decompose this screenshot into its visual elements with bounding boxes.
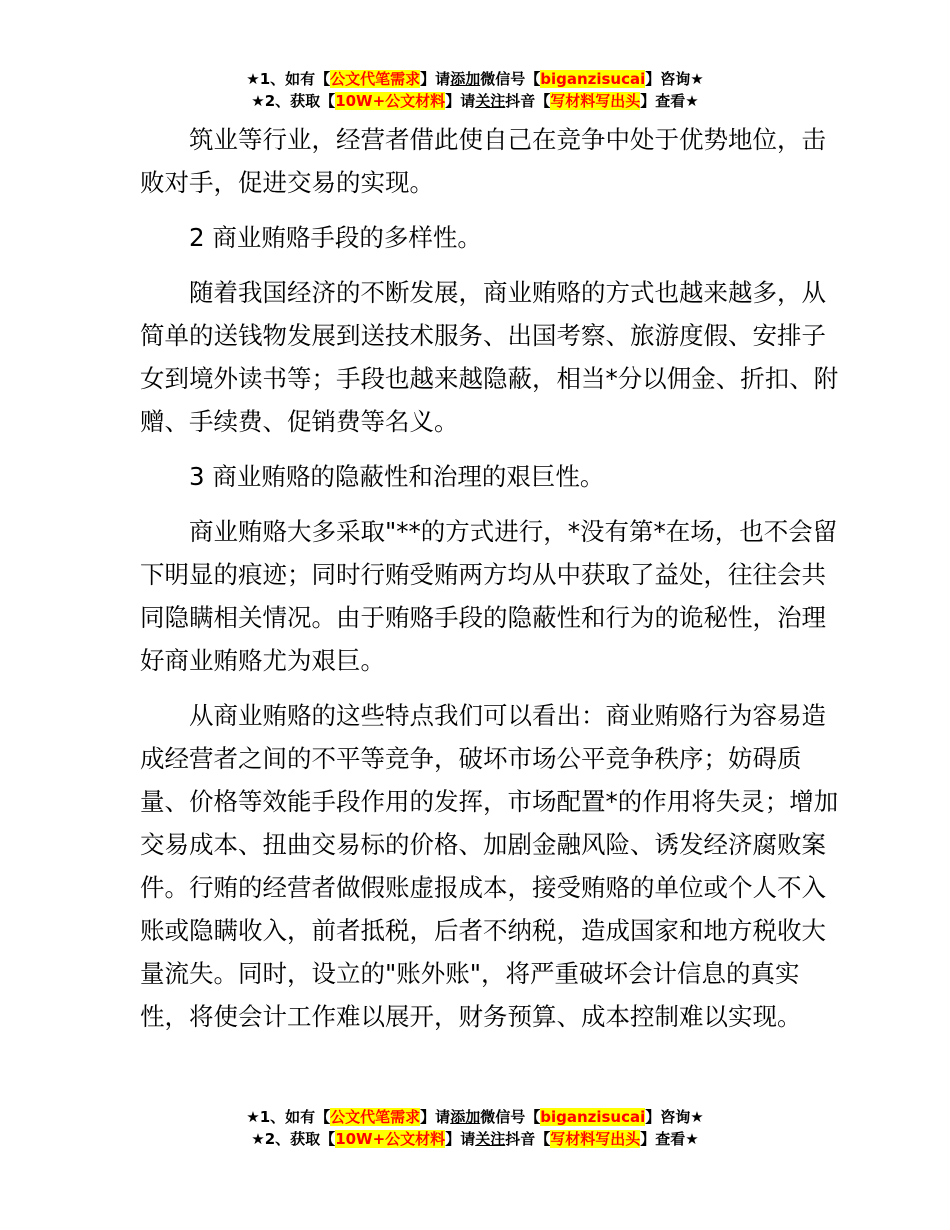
banner-underlined-text: 关注 bbox=[475, 1130, 506, 1148]
banner-highlight-service: 公文代笔需求 bbox=[330, 70, 421, 88]
banner-underlined-text: 添加 bbox=[450, 1108, 481, 1126]
banner-text: ★2、获取【 bbox=[251, 92, 336, 110]
banner-text: 抖音【 bbox=[505, 92, 551, 110]
banner-text: 微信号【 bbox=[480, 1108, 541, 1126]
banner-underlined-text: 关注 bbox=[475, 92, 506, 110]
banner-highlight-materials: 10W+公文材料 bbox=[335, 92, 446, 110]
banner-text: 】请 bbox=[420, 70, 451, 88]
banner-text: 】请 bbox=[445, 92, 476, 110]
banner-underlined-text: 添加 bbox=[450, 70, 481, 88]
paragraph: 商业贿赂大多采取"**的方式进行，*没有第*在场，也不会留下明显的痕迹；同时行贿受贿两方均从中获取了益处，往往会共同隐瞒相关情况。由于贿赂手段的隐蔽性和行为的诡秘性，治理好商业贿赂尤为艰巨。 bbox=[140, 517, 838, 675]
banner-highlight-service: 公文代笔需求 bbox=[330, 1108, 421, 1126]
banner-highlight-wechat-id: biganzisucai bbox=[540, 1108, 646, 1126]
section-heading: 3 商业贿赂的隐蔽性和治理的艰巨性。 bbox=[189, 462, 605, 491]
banner-text: 】查看★ bbox=[640, 1130, 699, 1148]
banner-text: ★2、获取【 bbox=[251, 1130, 336, 1148]
banner-line-2 bbox=[0, 90, 950, 112]
footer-banner bbox=[0, 1106, 950, 1150]
banner-line-2 bbox=[0, 1128, 950, 1150]
banner-highlight-douyin-id: 写材料写出头 bbox=[550, 92, 641, 110]
banner-text: 】咨询★ bbox=[645, 1108, 704, 1126]
banner-text: 】咨询★ bbox=[645, 70, 704, 88]
banner-text: ★1、如有【 bbox=[246, 1108, 331, 1126]
banner-text: 微信号【 bbox=[480, 70, 541, 88]
document-body bbox=[140, 118, 840, 1050]
banner-text: 抖音【 bbox=[505, 1130, 551, 1148]
paragraph: 随着我国经济的不断发展，商业贿赂的方式也越来越多，从简单的送钱物发展到送技术服务、出国考察、旅游度假、安排子女到境外读书等；手段也越来越隐蔽，相当*分以佣金、折扣、附赠、手续费、促销费等名义。 bbox=[140, 278, 839, 436]
paragraph: 从商业贿赂的这些特点我们可以看出：商业贿赂行为容易造成经营者之间的不平等竞争，破坏市场公平竞争秩序；妨碍质量、价格等效能手段作用的发挥，市场配置*的作用将失灵；增加交易成本、扭曲交易标的价格、加剧金融风险、诱发经济腐败案件。行贿的经营者做假账虚报成本，接受贿赂的单位或个人不入账或隐瞒收入，前者抵税，后者不纳税，造成国家和地方税收大量流失。同时，设立的"账外账"，将严重破坏会计信息的真实性，将使会计工作难以展开，财务预算、成本控制难以实现。 bbox=[140, 701, 839, 1031]
banner-highlight-douyin-id: 写材料写出头 bbox=[550, 1130, 641, 1148]
banner-text: 】查看★ bbox=[640, 92, 699, 110]
banner-highlight-materials: 10W+公文材料 bbox=[335, 1130, 446, 1148]
banner-text: ★1、如有【 bbox=[246, 70, 331, 88]
banner-highlight-wechat-id: biganzisucai bbox=[540, 70, 646, 88]
banner-text: 】请 bbox=[420, 1108, 451, 1126]
paragraph: 筑业等行业，经营者借此使自己在竞争中处于优势地位，击败对手，促进交易的实现。 bbox=[140, 125, 826, 197]
banner-line-1 bbox=[0, 68, 950, 90]
banner-line-1 bbox=[0, 1106, 950, 1128]
banner-text: 】请 bbox=[445, 1130, 476, 1148]
header-banner bbox=[0, 68, 950, 112]
section-heading: 2 商业贿赂手段的多样性。 bbox=[189, 223, 482, 252]
